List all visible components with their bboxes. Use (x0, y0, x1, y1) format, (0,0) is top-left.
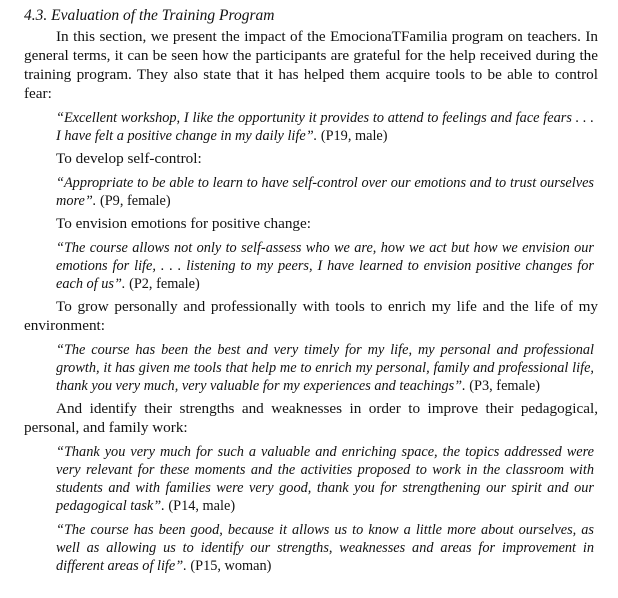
label-envision-emotions: To envision emotions for positive change: (56, 215, 311, 232)
quote-citation: (P15, woman) (186, 558, 272, 574)
paragraph-grow: To grow personally and professionally with tools to enrich my life and the life of my environment: (24, 298, 598, 334)
label-self-control: To develop self-control: (56, 150, 202, 167)
quote-citation: (P14, male) (164, 498, 236, 514)
quote-p9 (56, 174, 594, 210)
quote-p19 (56, 109, 594, 145)
paragraph-strengths: And identify their strengths and weaknesses in order to improve their pedagogical, personal, and family work: (24, 400, 598, 436)
quote-citation: (P9, female) (96, 193, 171, 209)
quote-text: “The course has been good, because it allows us to know a little more about ourselves, as well as allowing us to identify our strengths, weaknesses and areas for improvement in different areas of life”. (56, 522, 594, 574)
quote-text: “Thank you very much for such a valuable and enriching space, the topics addressed were very relevant for these moments and the activities proposed to work in the classroom with students and with families were very good, thank you for strengthening our spirit and our pedagogical task”. (56, 444, 594, 514)
quote-text: “The course has been the best and very timely for my life, my personal and professional growth, it has given me tools that help me to enrich my personal, family and professional life, thank you very much, very valuable for my experiences and teachings”. (56, 342, 594, 394)
section-heading: 4.3. Evaluation of the Training Program (24, 7, 275, 24)
quote-p2 (56, 239, 594, 293)
quote-p3 (56, 341, 594, 395)
intro-paragraph: In this section, we present the impact of the EmocionaTFamilia program on teachers. In general terms, it can be seen how the participants are grateful for the help received during the training program. They also state that it has helped them acquire tools to be able to control fear: (24, 28, 598, 102)
quote-text: “The course allows not only to self-assess who we are, how we act but how we envision our emotions for life, . . . listening to my peers, I have learned to envision positive changes for each of us”. (56, 240, 594, 292)
quote-p14 (56, 443, 594, 515)
quote-text: “Appropriate to be able to learn to have self-control over our emotions and to trust ourselves more”. (56, 175, 594, 209)
quote-p15 (56, 521, 594, 575)
quote-citation: (P2, female) (125, 276, 200, 292)
quote-text: “Excellent workshop, I like the opportunity it provides to attend to feelings and face fears . . . I have felt a positive change in my daily life”. (56, 110, 594, 144)
quote-citation: (P3, female) (465, 378, 540, 394)
quote-citation: (P19, male) (317, 128, 388, 144)
